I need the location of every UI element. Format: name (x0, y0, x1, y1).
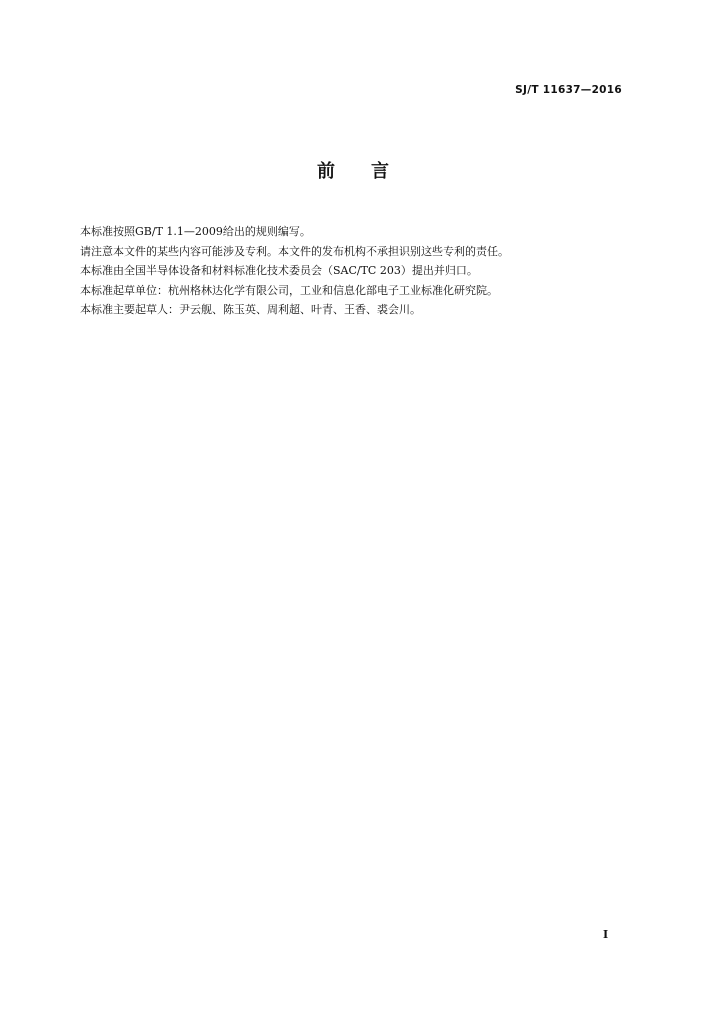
paragraph-drafting-rules: 本标准按照GB/T 1.1—2009给出的规则编写。 (80, 225, 311, 238)
page-title: 前言 (317, 161, 425, 182)
paragraph-proposer: 本标准由全国半导体设备和材料标准化技术委员会（SAC/TC 203）提出并归口。 (80, 264, 478, 277)
paragraph-drafting-units: 本标准起草单位：杭州格林达化学有限公司，工业和信息化部电子工业标准化研究院。 (80, 283, 498, 297)
paragraph-patent-notice: 请注意本文件的某些内容可能涉及专利。本文件的发布机构不承担识别这些专利的责任。 (80, 244, 509, 258)
standard-code: SJ/T 11637—2016 (515, 84, 622, 96)
foreword-body (80, 222, 640, 320)
paragraph-main-drafters: 本标准主要起草人：尹云舰、陈玉英、周利超、叶青、王香、裘会川。 (80, 303, 421, 316)
page-number: I (603, 928, 609, 941)
